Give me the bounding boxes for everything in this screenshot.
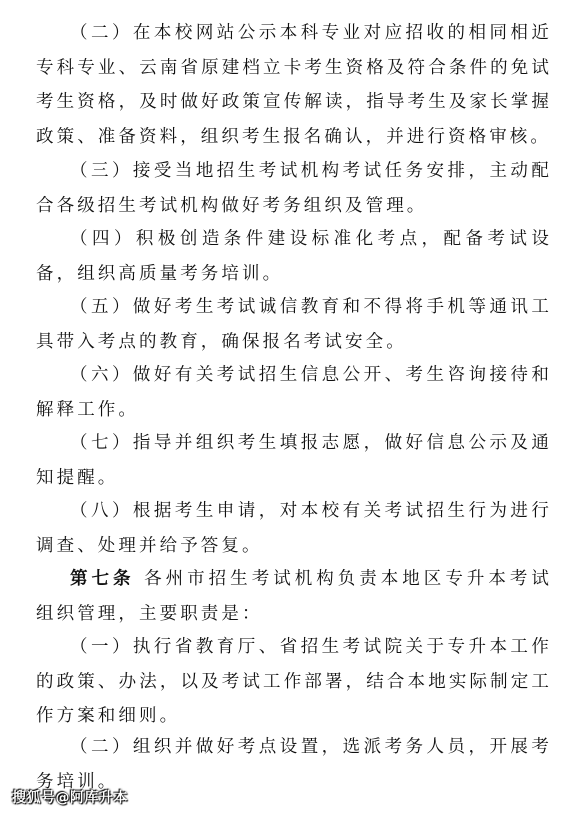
paragraph-item-6: （六）做好有关考试招生信息公开、考生咨询接待和解释工作。: [36, 365, 552, 420]
paragraph-item-5: （五）做好考生考试诚信教育和不得将手机等通讯工具带入考点的教育，确保报名考试安全。: [36, 297, 552, 352]
article-7-item-2: （二）组织并做好考点设置，选派考务人员，开展考务培训。: [36, 737, 552, 792]
paragraph-item-2: （二）在本校网站公示本科专业对应招收的相同相近专科专业、云南省原建档立卡考生资格及符合条件的免试考生资格，及时做好政策宣传解读，指导考生及家长掌握政策、准备资料，组织考生报名确认，并进行资格审核。: [36, 23, 552, 147]
paragraph-item-8: （八）根据考生申请，对本校有关考试招生行为进行调查、处理并给予答复。: [36, 501, 552, 556]
article-7-paragraph: [36, 562, 552, 631]
watermark: 搜狐号@阿库升本: [12, 790, 128, 806]
paragraph-item-4: （四）积极创造条件建设标准化考点，配备考试设备，组织高质量考务培训。: [36, 229, 552, 284]
article-7-item-1: （一）执行省教育厅、省招生考试院关于专升本工作的政策、办法，以及考试工作部署，结合本地实际制定工作方案和细则。: [36, 637, 552, 726]
article-7-body: 各州市招生考试机构负责本地区专升本考试组织管理，主要职责是：: [36, 569, 552, 624]
article-7-heading: 第七条: [70, 569, 135, 589]
paragraph-item-3: （三）接受当地招生考试机构考试任务安排，主动配合各级招生考试机构做好考务组织及管理。: [36, 161, 552, 216]
paragraph-item-7: （七）指导并组织考生填报志愿，做好信息公示及通知提醒。: [36, 433, 552, 488]
